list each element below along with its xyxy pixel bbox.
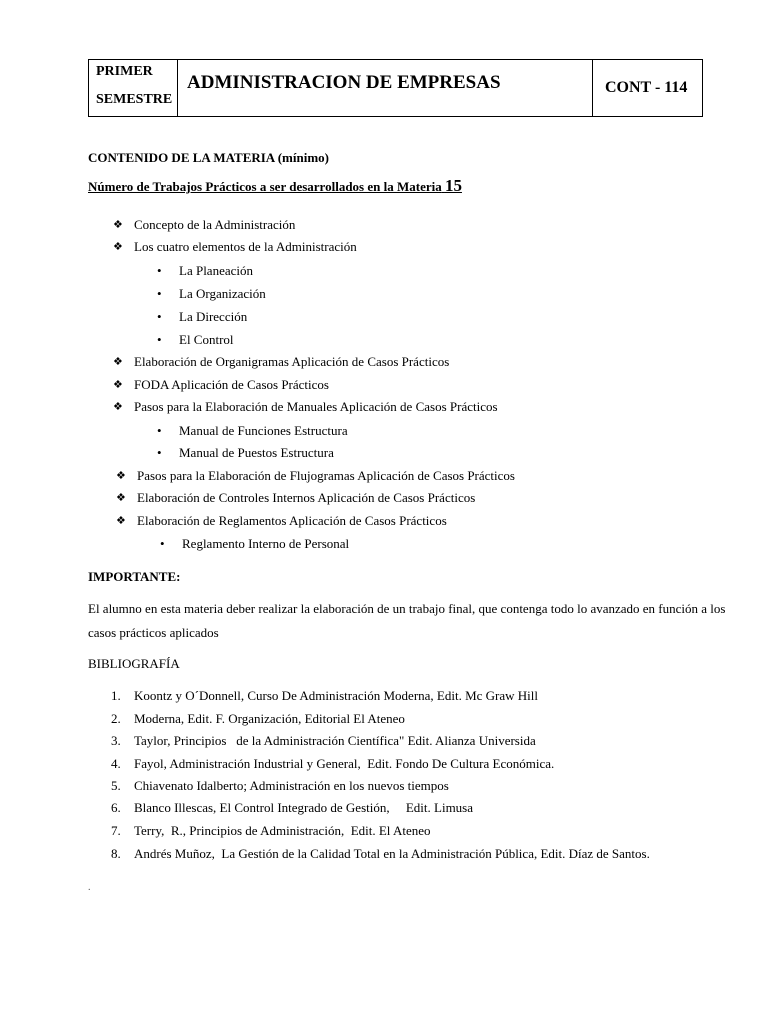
content-heading: CONTENIDO DE LA MATERIA (mínimo): [88, 150, 330, 165]
diamond-bullet-icon: ❖: [113, 401, 123, 413]
subtopic-item: Manual de Puestos Estructura: [179, 445, 334, 460]
topic-item: Concepto de la Administración: [134, 217, 296, 232]
important-text-line1: El alumno en esta materia deber realizar la elaboración de un trabajo final, que contenga todo lo avanzado en función a los: [88, 601, 726, 616]
diamond-bullet-icon: ❖: [116, 492, 126, 504]
bibliography-item: Terry, R., Principios de Administración, Edit. El Ateneo: [134, 823, 431, 838]
bibliography-item: Andrés Muñoz, La Gestión de la Calidad Total en la Administración Pública, Edit. Díaz de Santos.: [134, 846, 650, 861]
semester-line1: PRIMER: [96, 64, 153, 79]
round-bullet-icon: •: [160, 536, 165, 551]
practical-line: [88, 178, 462, 195]
bibliography-number: 1.: [111, 688, 121, 703]
diamond-bullet-icon: ❖: [113, 356, 123, 368]
diamond-bullet-icon: ❖: [113, 219, 123, 231]
subtopic-item: La Dirección: [179, 309, 248, 324]
diamond-bullet-icon: ❖: [116, 515, 126, 527]
semester-line2: SEMESTRE: [96, 92, 173, 107]
diamond-bullet-icon: ❖: [113, 241, 123, 253]
bibliography-item: Blanco Illescas, El Control Integrado de Gestión, Edit. Limusa: [134, 800, 474, 815]
bibliography-number: 2.: [111, 711, 121, 726]
round-bullet-icon: •: [157, 445, 162, 460]
subtopic-item: La Organización: [179, 286, 266, 301]
subtopic-item: Reglamento Interno de Personal: [182, 536, 350, 551]
round-bullet-icon: •: [157, 309, 162, 324]
bibliography-number: 5.: [111, 778, 121, 793]
bibliography-heading: BIBLIOGRAFÍA: [88, 656, 180, 671]
round-bullet-icon: •: [157, 332, 162, 347]
practical-count: 15: [444, 176, 462, 195]
header-underline: [177, 116, 589, 117]
bibliography-number: 8.: [111, 846, 121, 861]
bibliography-item: Chiavenato Idalberto; Administración en los nuevos tiempos: [134, 778, 449, 793]
practical-text: Número de Trabajos Prácticos a ser desarrollados en la Materia: [88, 179, 442, 194]
topic-item: Pasos para la Elaboración de Flujogramas Aplicación de Casos Prácticos: [137, 468, 515, 483]
semester-cell: [89, 60, 178, 116]
important-heading: IMPORTANTE:: [88, 569, 181, 584]
bibliography-item: Taylor, Principios de la Administración Científica" Edit. Alianza Universida: [134, 733, 536, 748]
bibliography-number: 4.: [111, 756, 121, 771]
topic-item: FODA Aplicación de Casos Prácticos: [134, 377, 329, 392]
code-cell: [592, 60, 703, 116]
bibliography-item: Koontz y O´Donnell, Curso De Administración Moderna, Edit. Mc Graw Hill: [134, 688, 539, 703]
diamond-bullet-icon: ❖: [113, 379, 123, 391]
important-text-line2: casos prácticos aplicados: [88, 625, 219, 640]
bibliography-item: Fayol, Administración Industrial y General, Edit. Fondo De Cultura Económica.: [134, 756, 555, 771]
bibliography-number: 3.: [111, 733, 121, 748]
bibliography-number: 7.: [111, 823, 121, 838]
course-code: CONT - 114: [605, 79, 688, 96]
round-bullet-icon: •: [157, 286, 162, 301]
subtopic-item: Manual de Funciones Estructura: [179, 423, 348, 438]
subtopic-item: La Planeación: [179, 263, 253, 278]
subtopic-item: El Control: [179, 332, 234, 347]
course-title: ADMINISTRACION DE EMPRESAS: [187, 72, 501, 93]
topic-item: Elaboración de Controles Internos Aplicación de Casos Prácticos: [137, 490, 476, 505]
round-bullet-icon: •: [157, 263, 162, 278]
topic-item: Elaboración de Organigramas Aplicación de Casos Prácticos: [134, 354, 450, 369]
diamond-bullet-icon: ❖: [116, 470, 126, 482]
topic-item: Los cuatro elementos de la Administración: [134, 239, 357, 254]
trailing-mark: .: [88, 882, 91, 893]
topic-item: Pasos para la Elaboración de Manuales Aplicación de Casos Prácticos: [134, 399, 498, 414]
header-table: [88, 59, 703, 117]
round-bullet-icon: •: [157, 423, 162, 438]
bibliography-number: 6.: [111, 800, 121, 815]
topic-item: Elaboración de Reglamentos Aplicación de Casos Prácticos: [137, 513, 447, 528]
bibliography-item: Moderna, Edit. F. Organización, Editorial El Ateneo: [134, 711, 405, 726]
